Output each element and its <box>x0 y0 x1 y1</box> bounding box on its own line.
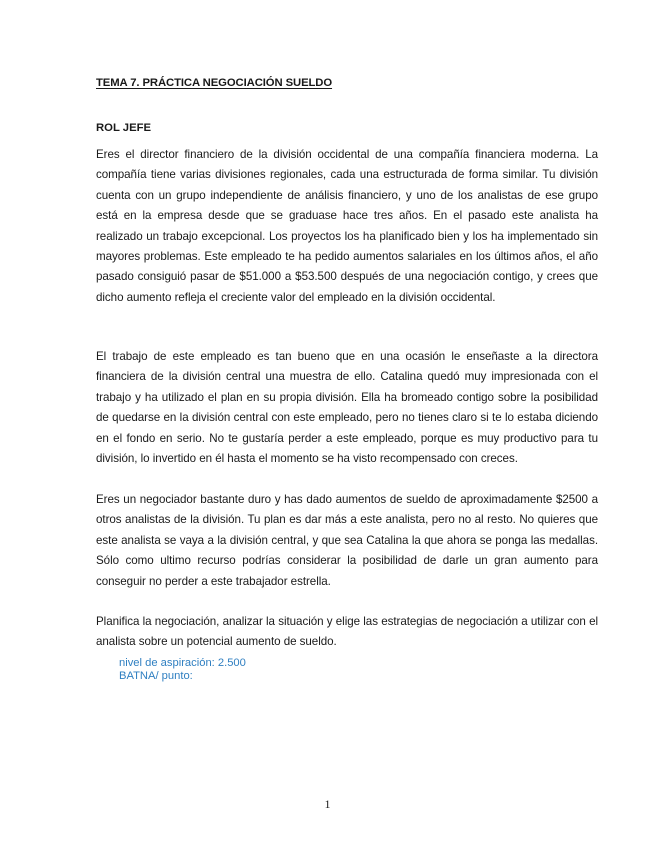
handwritten-notes <box>119 657 246 682</box>
note-aspiration-level: nivel de aspiración: 2.500 <box>119 657 246 669</box>
paragraph-3: Eres un negociador bastante duro y has dado aumentos de sueldo de aproximadamente $2500 a otros analistas de la división. Tu plan es dar más a este analista, pero no al resto. No quieres que este analista se vaya a la división central, y que sea Catalina la que ahora se ponga las medallas. Sólo como ultimo recurso podrías considerar la posibilidad de darle un gran aumento para conseguir no perder a este trabajador estrella. <box>96 493 598 588</box>
paragraph-4: Planifica la negociación, analizar la situación y elige las estrategias de negociación a utilizar con el analista sobre un potencial aumento de sueldo. <box>96 615 598 649</box>
document-title: TEMA 7. PRÁCTICA NEGOCIACIÓN SUELDO <box>96 77 333 89</box>
note-batna: BATNA/ punto: <box>119 669 193 682</box>
paragraph-1: Eres el director financiero de la división occidental de una compañía financiera moderna. La compañía tiene varias divisiones regionales, cada una estructurada de forma similar. Tu división cuenta con un grupo independiente de análisis financiero, y uno de los analistas de ese grupo está en la empresa desde que se graduase hace tres años. En el pasado este analista ha realizado un trabajo excepcional. Los proyectos los ha planificado bien y los ha implementado sin mayores problemas. Este empleado te ha pedido aumentos salariales en los últimos años, el año pasado consiguió pasar de $51.000 a $53.500 después de una negociación contigo, y crees que dicho aumento refleja el creciente valor del empleado en la división occidental. <box>96 148 598 304</box>
paragraph-2: El trabajo de este empleado es tan bueno que en una ocasión le enseñaste a la directora financiera de la división central una muestra de ello. Catalina quedó muy impresionada con el trabajo y ha utilizado el plan en su propia división. Ella ha bromeado contigo sobre la posibilidad de quedarse en la división central con este empleado, pero no tienes claro si te lo estaba diciendo en el fondo en serio. No te gustaría perder a este empleado, porque es muy productivo para tu división, lo invertido en él hasta el momento se ha visto recompensado con creces. <box>96 350 598 466</box>
page-number: 1 <box>324 797 331 811</box>
role-heading: ROL JEFE <box>96 122 152 134</box>
